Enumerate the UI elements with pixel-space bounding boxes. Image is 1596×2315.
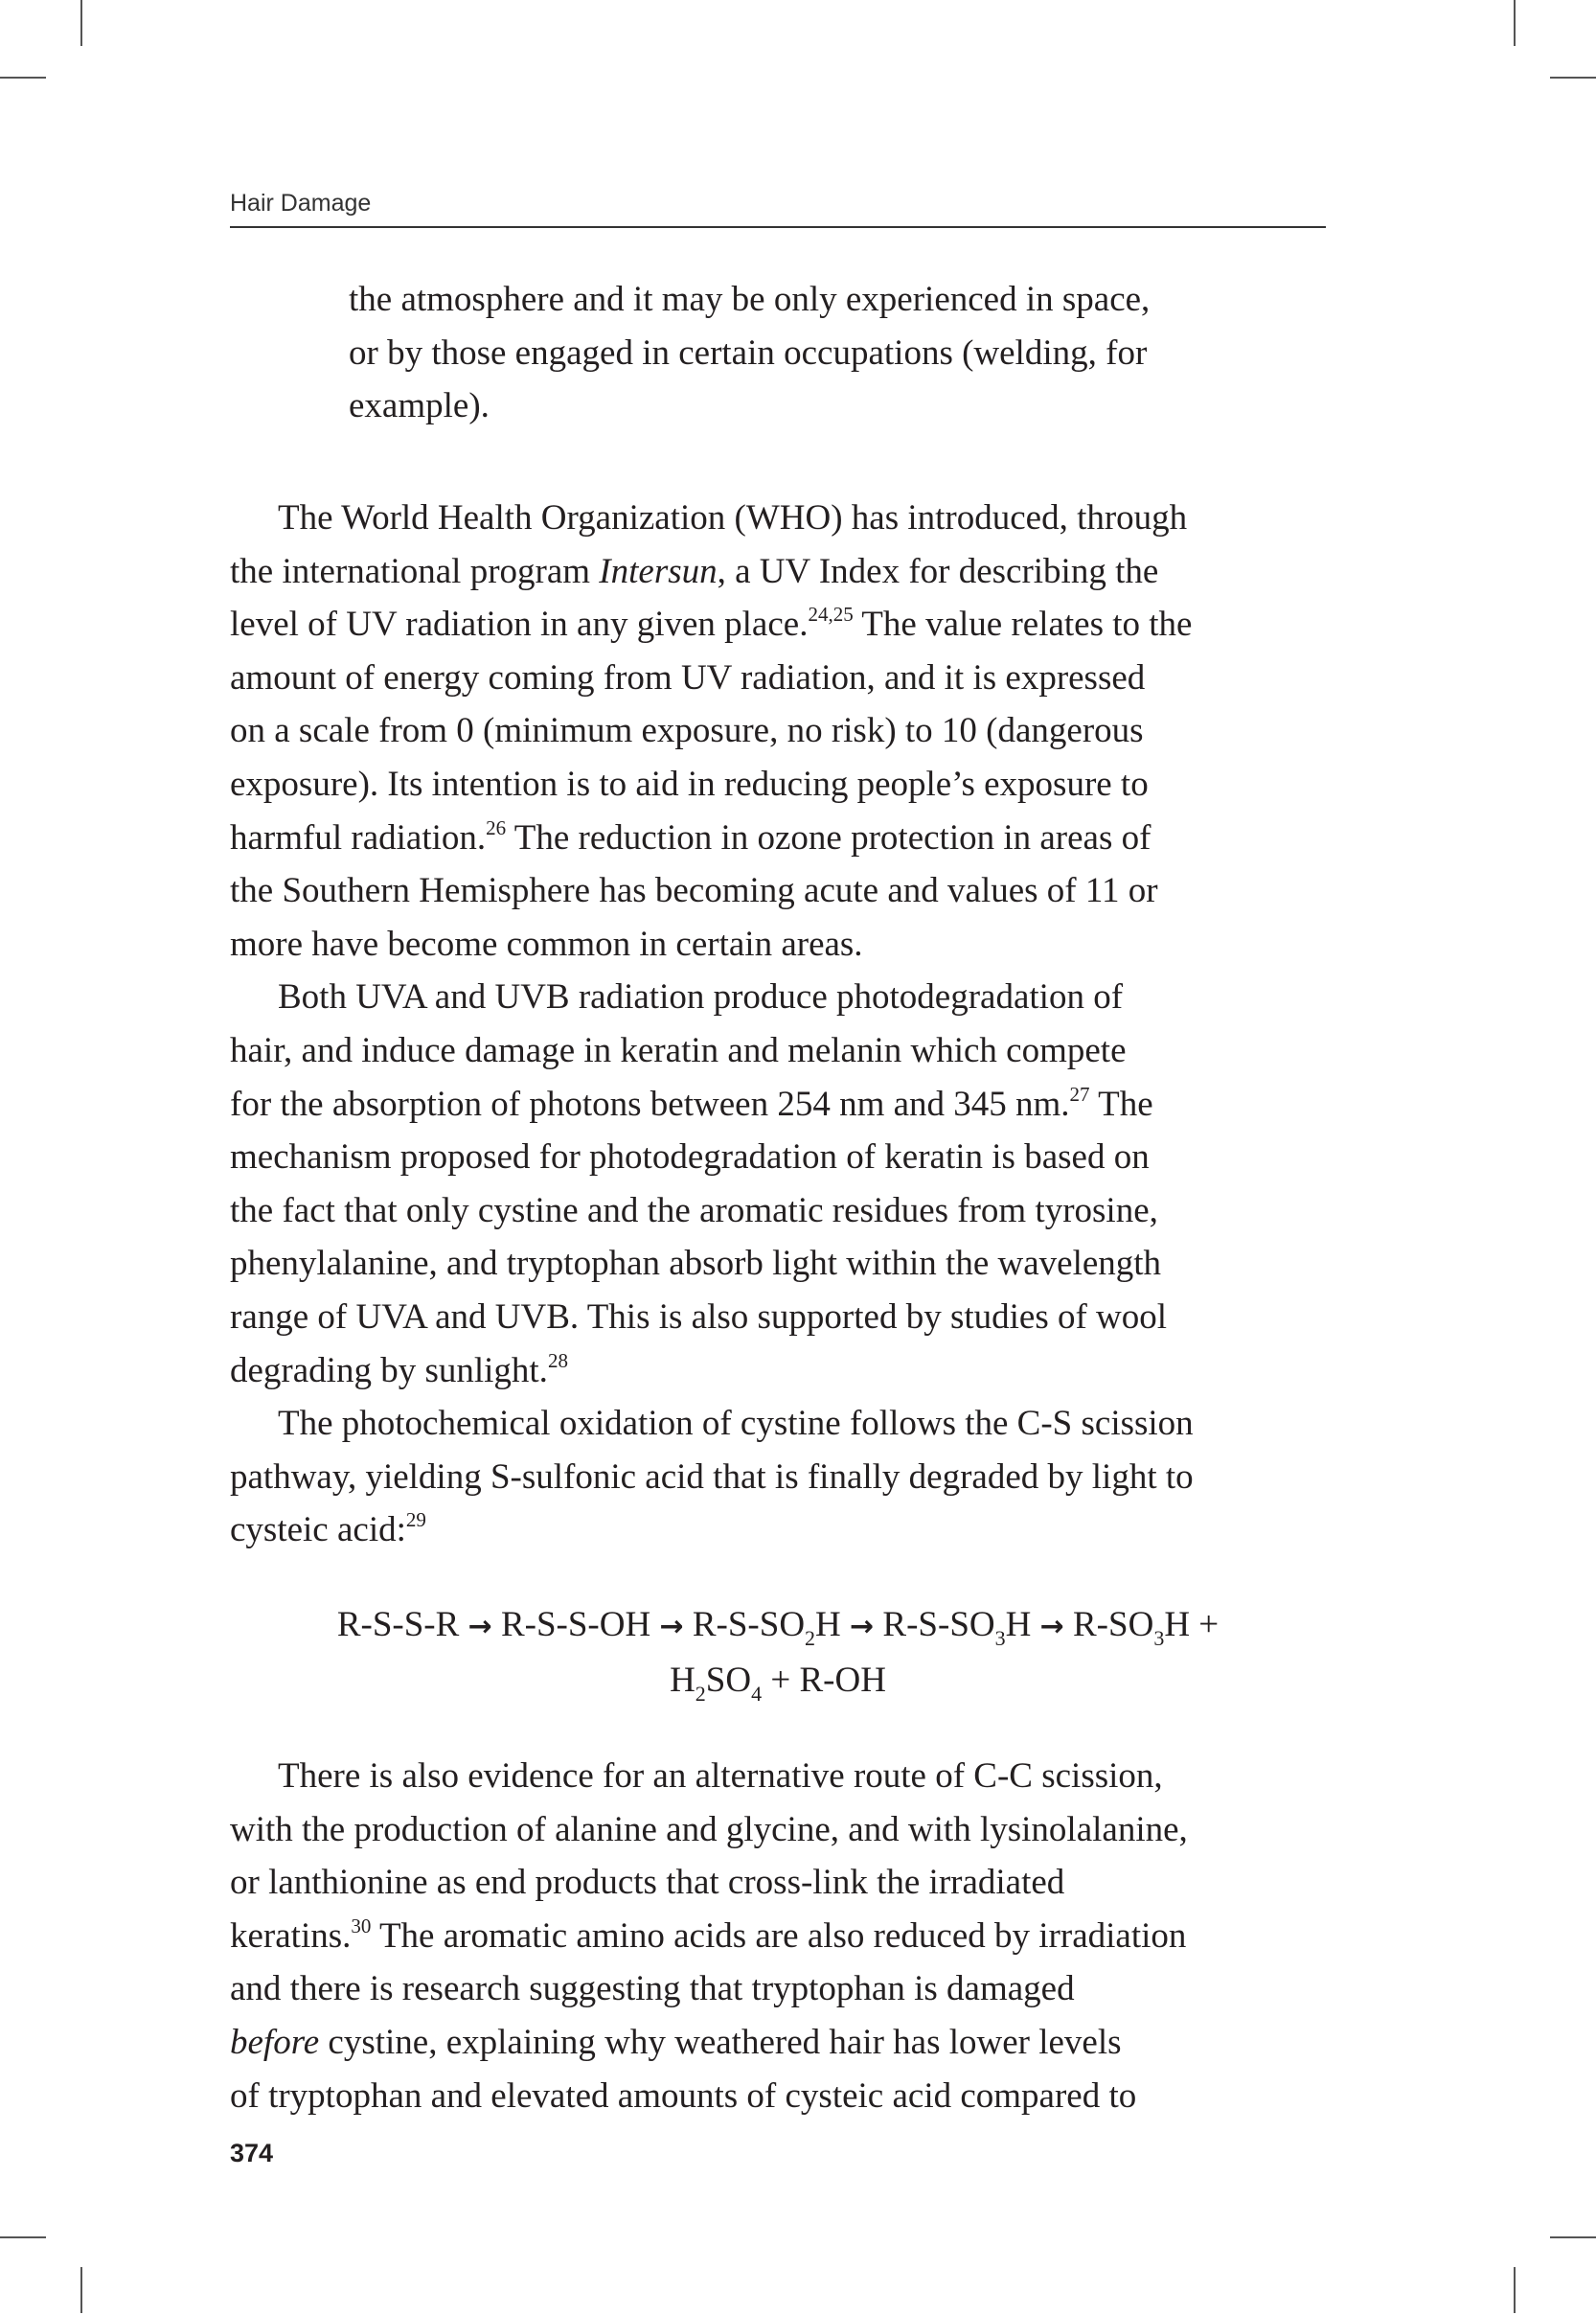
- text-line: the fact that only cystine and the aromatic residues from tyrosine,: [230, 1190, 1158, 1230]
- citation: 28: [547, 1348, 568, 1372]
- text-line: Both UVA and UVB radiation produce photodegradation of: [278, 977, 1124, 1018]
- text-line: exposure). Its intention is to aid in reducing people’s exposure to: [230, 764, 1149, 804]
- text-line: keratins.$^{30}$ The aromatic amino acids are also reduced by irradiation: [230, 1914, 1187, 1956]
- page-number: 374: [230, 2139, 274, 2167]
- text-line: the Southern Hemisphere has becoming acute and values of 11 or: [230, 871, 1158, 911]
- citation: 29: [405, 1508, 426, 1532]
- text-line: hair, and induce damage in keratin and melanin which compete: [230, 1030, 1127, 1070]
- text-line: range of UVA and UVB. This is also supported by studies of wool: [230, 1296, 1168, 1337]
- text-line: of tryptophan and elevated amounts of cysteic acid compared to: [230, 2075, 1137, 2116]
- crop-mark: [0, 2236, 46, 2238]
- equation-line: $R-S-S-R \to R-S-S-OH \to R-S-SO_2H \to R-S-SO_3H \to R-SO_3H$ +: [336, 1605, 1220, 1650]
- citation: 27: [1069, 1082, 1090, 1106]
- text-line: degrading by sunlight.$^{28}$: [230, 1348, 568, 1390]
- text-line: or lanthionine as end products that cross-link the irradiated: [230, 1863, 1065, 1903]
- text-line: level of UV radiation in any given place.$^{24,25}$ The value relates to the: [230, 603, 1193, 645]
- text-line: the international program Intersun, a UV Index for describing the: [230, 551, 1159, 591]
- arrow-icon: →: [467, 1610, 492, 1643]
- citation: 30: [351, 1914, 372, 1937]
- text-line: mechanism proposed for photodegradation of keratin is based on: [230, 1137, 1150, 1178]
- text-line: amount of energy coming from UV radiation, and it is expressed: [230, 657, 1146, 698]
- crop-mark: [80, 0, 82, 46]
- equation-line: $H_2SO_4 + R-OH$: [670, 1660, 886, 1706]
- text-line: and there is research suggesting that tryptophan is damaged: [230, 1969, 1075, 2009]
- continued-paragraph: [230, 273, 1445, 433]
- text-line: phenylalanine, and tryptophan absorb light within the wavelength: [230, 1244, 1162, 1284]
- running-head: Hair Damage: [230, 190, 372, 217]
- text-line: cysteic acid:$^{29}$: [230, 1508, 426, 1550]
- header-rule: [230, 226, 1326, 228]
- arrow-icon: →: [1039, 1610, 1064, 1643]
- text-line: or by those engaged in certain occupations (welding, for: [349, 332, 1148, 373]
- crop-mark: [1550, 77, 1596, 79]
- citation: 26: [486, 815, 507, 839]
- crop-mark: [1514, 0, 1516, 46]
- program-name: Intersun: [599, 551, 718, 591]
- arrow-icon: →: [659, 1610, 684, 1643]
- citation: 24,25: [808, 603, 854, 627]
- text-line: There is also evidence for an alternative route of C-C scission,: [278, 1756, 1163, 1796]
- arrow-icon: →: [850, 1610, 875, 1643]
- crop-mark: [0, 77, 46, 79]
- text-line: example).: [349, 386, 490, 426]
- body-paragraphs: [230, 492, 1326, 1557]
- text-line: for the absorption of photons between 254 nm and 345 nm.$^{27}$ The: [230, 1082, 1153, 1124]
- text-line: more have become common in certain areas.: [230, 924, 863, 964]
- text-line: pathway, yielding S-sulfonic acid that is finally degraded by light to: [230, 1456, 1194, 1497]
- text-line: The World Health Organization (WHO) has introduced, through: [278, 498, 1188, 538]
- reaction-equation: [230, 1598, 1326, 1707]
- crop-mark: [80, 2267, 82, 2313]
- text-line: harmful radiation.$^{26}$ The reduction in ozone protection in areas of: [230, 815, 1151, 858]
- text-line: the atmosphere and it may be only experienced in space,: [349, 280, 1151, 319]
- crop-mark: [1514, 2267, 1516, 2313]
- text-line: on a scale from 0 (minimum exposure, no risk) to 10 (dangerous: [230, 711, 1144, 751]
- text-line: The photochemical oxidation of cystine follows the C-S scission: [278, 1404, 1194, 1444]
- emphasis: before: [230, 2022, 320, 2062]
- body-paragraph: [230, 1750, 1326, 2122]
- text-line: with the production of alanine and glycine, and with lysinolalanine,: [230, 1809, 1188, 1849]
- crop-mark: [1550, 2236, 1596, 2238]
- text-line: before cystine, explaining why weathered hair has lower levels: [230, 2022, 1122, 2062]
